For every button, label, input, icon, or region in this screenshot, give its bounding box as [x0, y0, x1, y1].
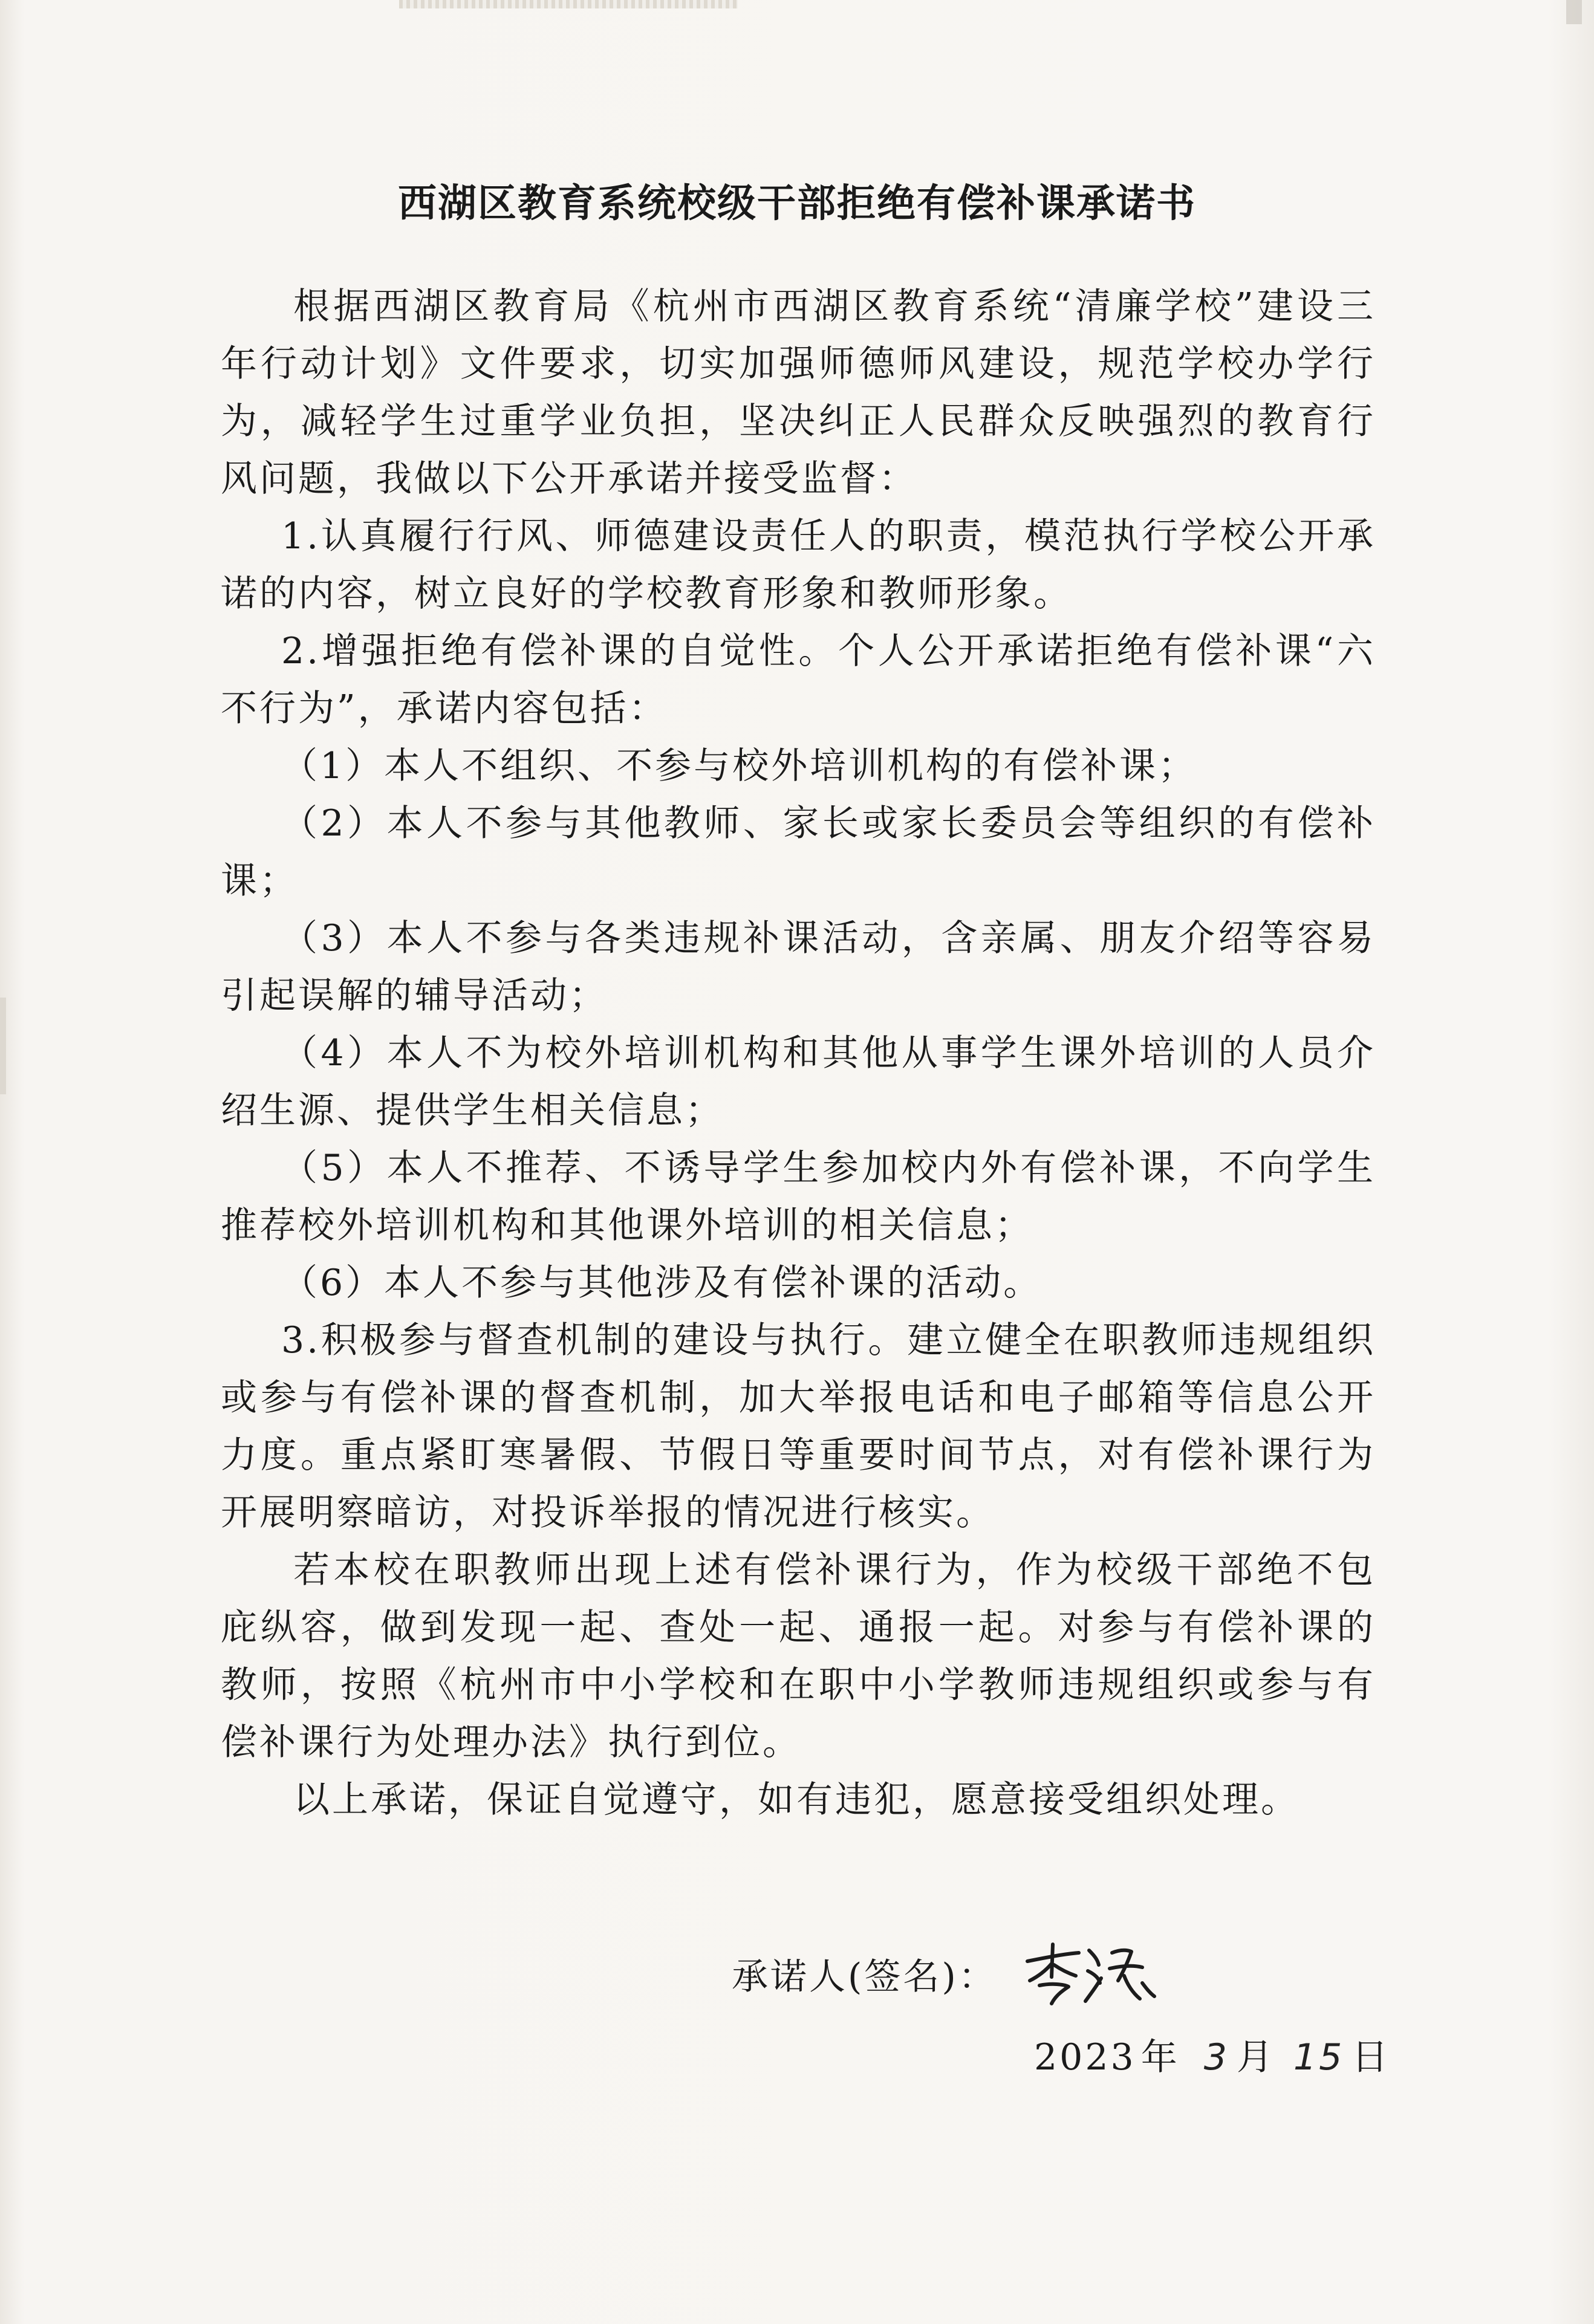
sub-item-1: （1）本人不组织、不参与校外培训机构的有偿补课；: [281, 745, 1197, 787]
commitment-2: 2.增强拒绝有偿补课的自觉性。个人公开承诺拒绝有偿补课“六不行为”，承诺内容包括：: [221, 630, 1376, 730]
scan-corner-artifact: [1566, 0, 1582, 24]
signing-date: [1034, 2028, 1390, 2080]
sub-item-2: （2）本人不参与其他教师、家长或家长委员会等组织的有偿补课；: [221, 802, 1376, 902]
sub-item-4: （4）本人不为校外培训机构和其他从事学生课外培训的人员介绍生源、提供学生相关信息；: [221, 1032, 1376, 1132]
sub-item-3: （3）本人不参与各类违规补课活动，含亲属、朋友介绍等容易引起误解的辅导活动；: [221, 917, 1376, 1017]
document-body: [221, 278, 1376, 1829]
commitment-1: 1.认真履行行风、师德建设责任人的职责，模范执行学校公开承诺的内容，树立良好的学校教育形象和教师形象。: [221, 515, 1376, 615]
closing-paragraph: 以上承诺，保证自觉遵守，如有违犯，愿意接受组织处理。: [293, 1779, 1300, 1821]
signature-label: 承诺人(签名)：: [732, 1956, 997, 1998]
scan-left-edge-artifact: [0, 998, 6, 1094]
accountability-paragraph: 若本校在职教师出现上述有偿补课行为，作为校级干部绝不包庇纵容，做到发现一起、查处一起、通报一起。对参与有偿补课的教师，按照《杭州市中小学校和在职中小学教师违规组织或参与有偿补课行为处理办法》执行到位。: [221, 1549, 1376, 1764]
sub-item-6: （6）本人不参与其他涉及有偿补课的活动。: [281, 1262, 1043, 1304]
signature-row: [732, 1944, 1160, 2004]
handwritten-signature: [1021, 1941, 1160, 2007]
date-year: 2023: [1034, 2036, 1136, 2079]
date-year-unit: 年: [1140, 2036, 1180, 2079]
date-month-unit: 月: [1236, 2036, 1275, 2079]
scan-edge-artifact: [399, 0, 738, 8]
date-day: 15: [1293, 2036, 1345, 2079]
commitment-3: 3.积极参与督查机制的建设与执行。建立健全在职教师违规组织或参与有偿补课的督查机制，加大举报电话和电子邮箱等信息公开力度。重点紧盯寒暑假、节假日等重要时间节点，对有偿补课行为开展明察暗访，对投诉举报的情况进行核实。: [221, 1319, 1376, 1534]
date-day-unit: 日: [1352, 2036, 1391, 2079]
date-month: 3: [1203, 2036, 1229, 2079]
document-title: 西湖区教育系统校级干部拒绝有偿补课承诺书: [398, 181, 1196, 226]
intro-paragraph: 根据西湖区教育局《杭州市西湖区教育系统“清廉学校”建设三年行动计划》文件要求，切实加强师德师风建设，规范学校办学行为，减轻学生过重学业负担，坚决纠正人民群众反映强烈的教育行风问题，我做以下公开承诺并接受监督：: [221, 285, 1376, 500]
sub-item-5: （5）本人不推荐、不诱导学生参加校内外有偿补课，不向学生推荐校外培训机构和其他课外培训的相关信息；: [221, 1147, 1376, 1247]
